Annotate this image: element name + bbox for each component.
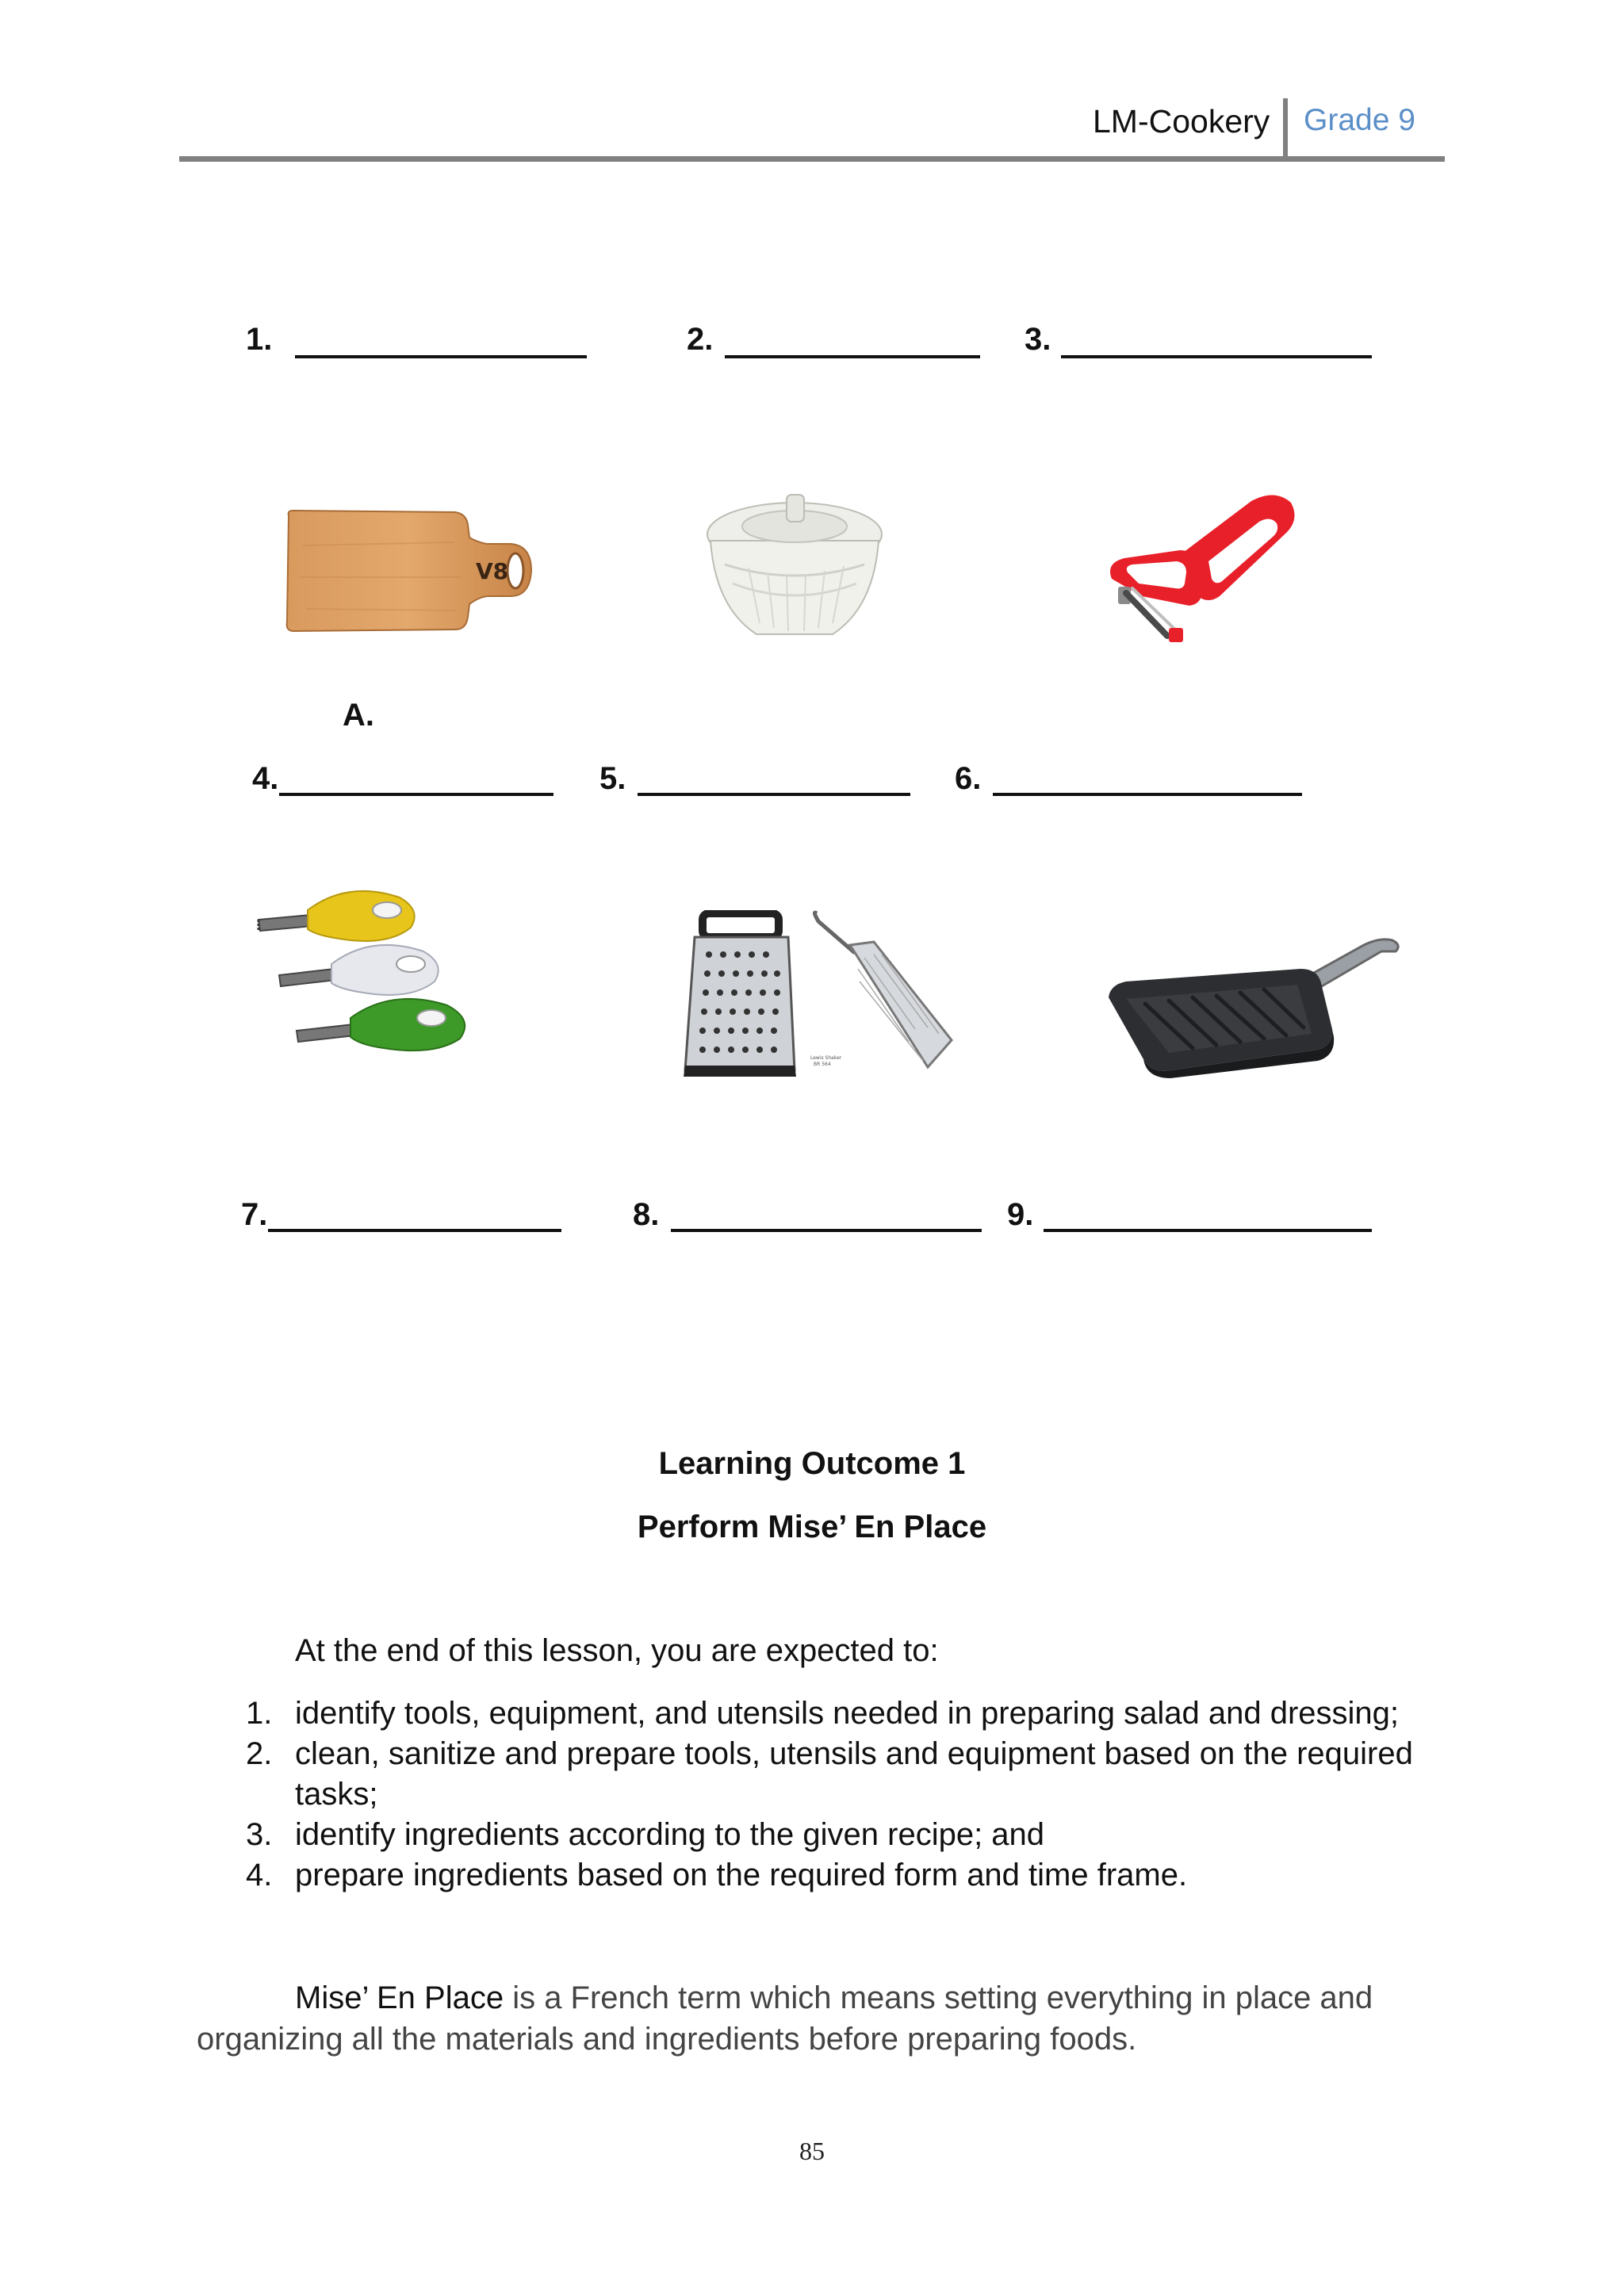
item-number-4: 4. <box>252 761 279 796</box>
vegetable-peeler-icon <box>1101 485 1302 649</box>
objective-number: 3. <box>246 1817 273 1852</box>
objective-item <box>238 1855 1459 1896</box>
svg-text:Lewis Shaker: Lewis Shaker <box>810 1055 842 1061</box>
definition-text: is a French term which means setting everything in place and organizing all the materials and ingredients before preparing foods. <box>197 1980 1373 2057</box>
objective-text: prepare ingredients based on the required form and time frame. <box>295 1858 1188 1892</box>
objective-number: 4. <box>246 1858 273 1892</box>
svg-text:V8: V8 <box>476 558 509 584</box>
objective-text: clean, sanitize and prepare tools, utensils and equipment based on the required tasks; <box>295 1736 1413 1812</box>
answer-blank-4[interactable] <box>279 793 553 796</box>
cutting-board-icon <box>279 498 533 641</box>
objective-item <box>238 1693 1459 1734</box>
definition-term: Mise’ En Place <box>295 1980 504 2015</box>
definition-paragraph <box>197 1977 1434 2060</box>
item-number-8: 8. <box>633 1197 660 1232</box>
answer-blank-2[interactable] <box>725 355 980 358</box>
intro-text: At the end of this lesson, you are expected to: <box>295 1633 939 1668</box>
answer-blank-1[interactable] <box>295 355 587 358</box>
item-number-6: 6. <box>955 761 982 796</box>
item-number-2: 2. <box>687 322 714 357</box>
header-grade: Grade 9 <box>1304 103 1415 137</box>
answer-blank-3[interactable] <box>1061 355 1372 358</box>
item-number-7: 7. <box>241 1197 268 1232</box>
zesters-icon <box>252 886 479 1056</box>
item-number-1: 1. <box>246 322 273 357</box>
grill-pan-icon <box>1102 934 1404 1078</box>
answer-blank-6[interactable] <box>993 793 1302 796</box>
objective-item <box>238 1734 1459 1815</box>
svg-text:BR 564: BR 564 <box>814 1062 831 1067</box>
header-subject: LM-Cookery <box>1093 103 1270 140</box>
salad-spinner-icon <box>701 488 888 647</box>
objective-item <box>238 1815 1459 1855</box>
objective-number: 2. <box>246 1736 273 1771</box>
graters-icon <box>677 910 955 1077</box>
section-letter: A. <box>343 698 374 733</box>
item-number-3: 3. <box>1025 322 1051 357</box>
page-number: 85 <box>799 2137 825 2165</box>
answer-blank-8[interactable] <box>671 1229 982 1232</box>
item-number-9: 9. <box>1007 1197 1034 1232</box>
outcome-subtitle: Perform Mise’ En Place <box>637 1510 987 1544</box>
header-divider <box>1283 98 1288 158</box>
answer-blank-9[interactable] <box>1044 1229 1372 1232</box>
objective-text: identify tools, equipment, and utensils needed in preparing salad and dressing; <box>295 1696 1400 1731</box>
objectives-list <box>238 1693 1459 1896</box>
objective-number: 1. <box>246 1696 273 1731</box>
answer-blank-5[interactable] <box>638 793 910 796</box>
outcome-title: Learning Outcome 1 <box>658 1446 966 1481</box>
item-number-5: 5. <box>599 761 626 796</box>
answer-blank-7[interactable] <box>268 1229 561 1232</box>
header-rule <box>179 156 1445 162</box>
objective-text: identify ingredients according to the given recipe; and <box>295 1817 1045 1852</box>
